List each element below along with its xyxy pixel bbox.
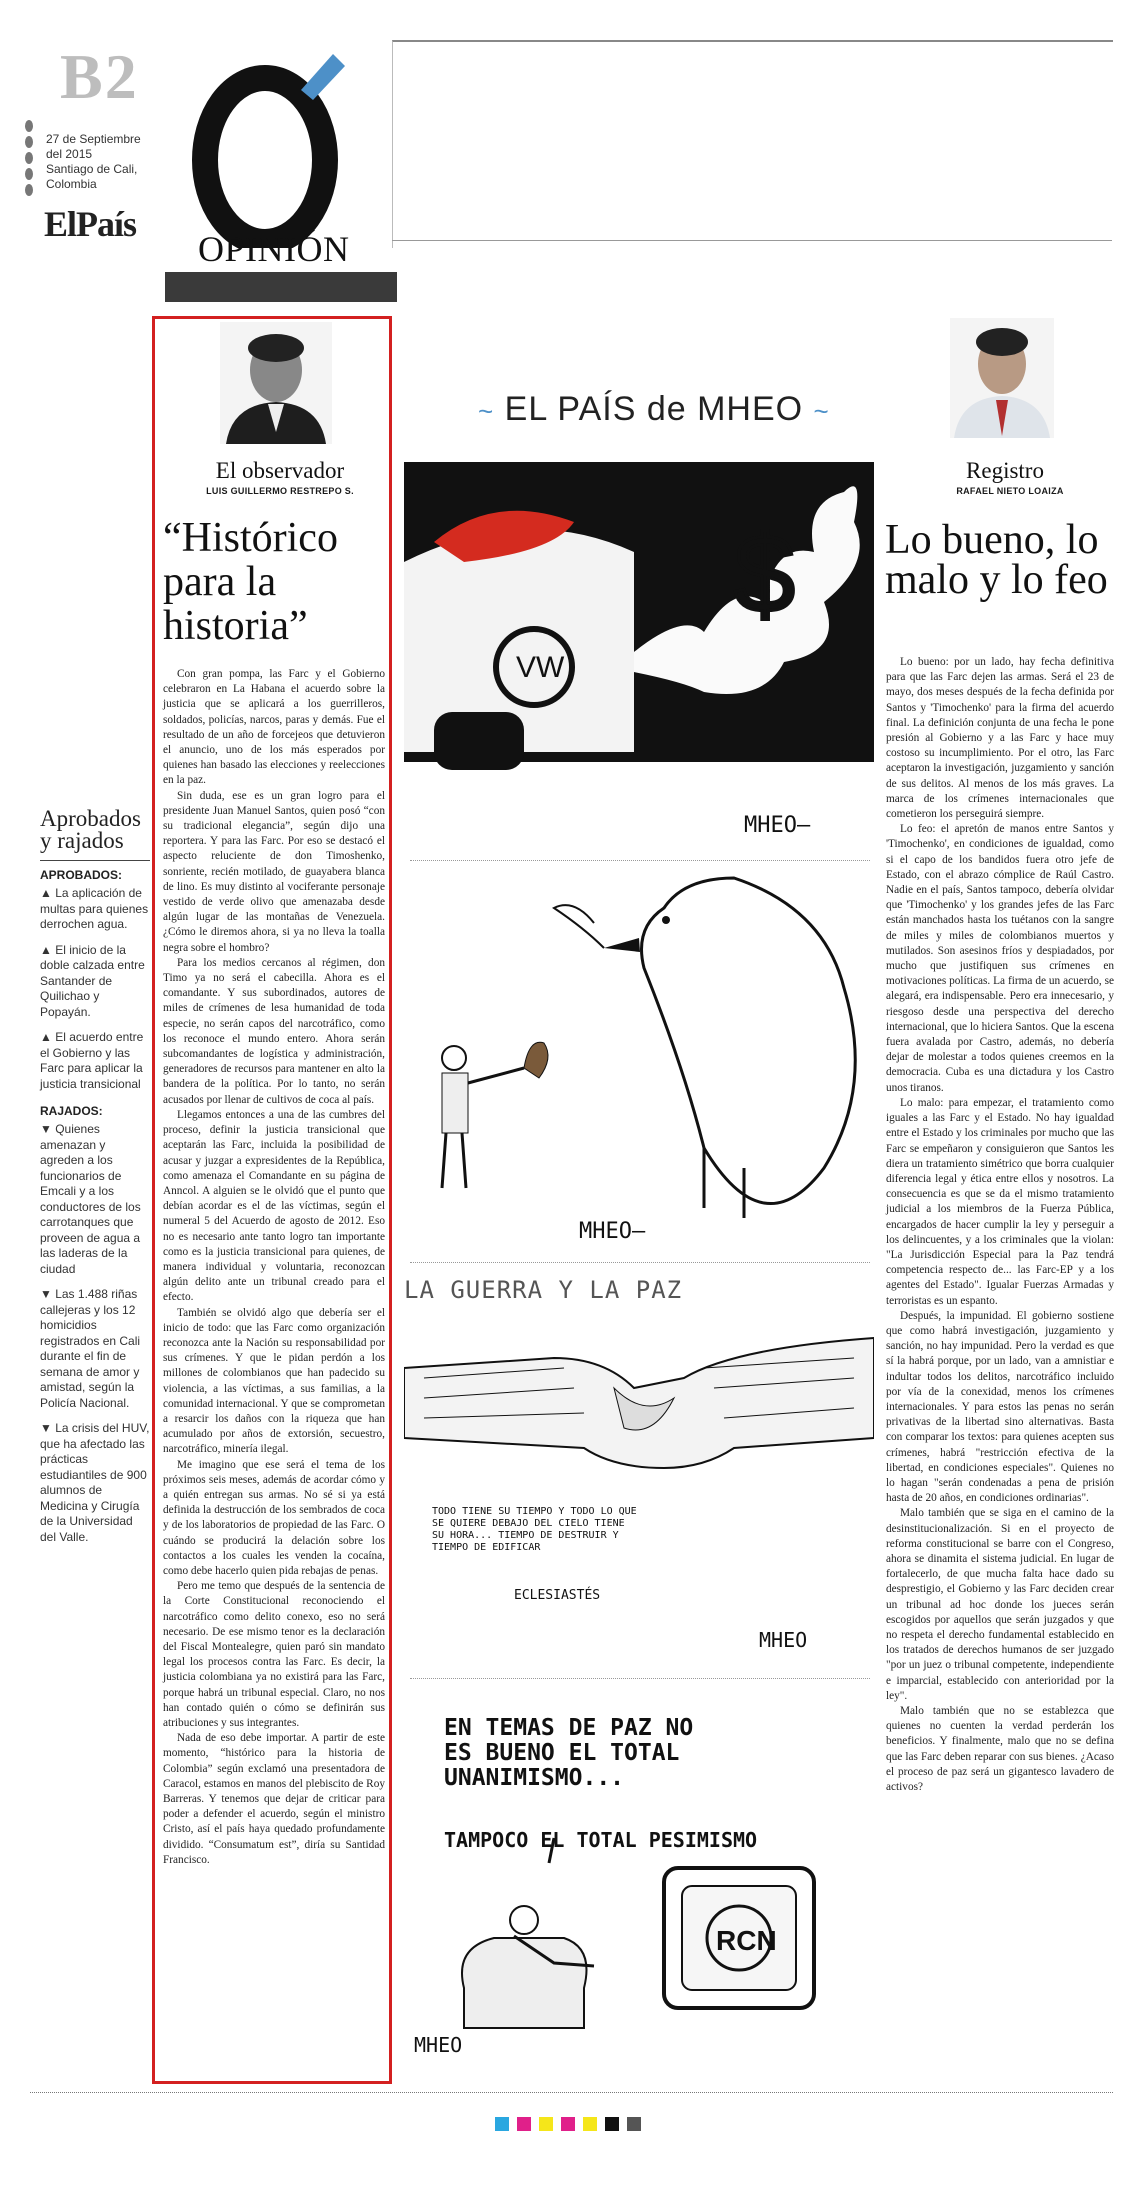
article-paragraph: Nada de eso debe importar. A partir de este momento, “histórico para la historia de Colombia” según exclamó una presentadora de Caracol, estamos en manos del plebiscito de Roy Barreras. Y tenemos que dejar de criticar para poder a defender el acuerdo, según el ministro Cristo, así el país haya quedado profundamente dividido. “Consumatum est”, diría su Santidad Francisco.	[163, 1732, 385, 1866]
cartoon-tv	[404, 1688, 874, 2068]
failed-item: ▼ La crisis del HUV, que ha afectado las prácticas estudiantiles de 900 alumnos de Medicina y Cirugía de la Universidad del Valle.	[40, 1421, 150, 1544]
failed-item: ▼ Las 1.488 riñas callejeras y los 12 homicidios registrados en Cali durante el fin de semana de amor y amistad, según la Policía Nacional.	[40, 1287, 141, 1410]
article-paragraph: Lo malo: para empezar, el tratamiento como iguales a las Farc y el Estado. No hay igualdad entre el Estado y los criminales por mucho que las Farc se empeñaron y consiguieron que Santos les diera un tratamiento simétrico que borra cualquier diferencia legal y ética entre ellos y nosotros. La consecuencia es que se da el mismo tratamiento judicial a los miembros de la Fuerza Pública, encargados de hacer cumplir la ley y perseguir a los delincuentes, y a los criminales que la violan: "La Jurisdicción Especial para la Paz tendrá competencia respecto de... las Farc-EP y a los agentes del Estado". Igualar Fuerzas Armadas y terroristas es un espanto.	[886, 1096, 1114, 1307]
author-photo	[220, 322, 332, 444]
page-number: B2	[60, 41, 139, 112]
failed-heading: RAJADOS:	[40, 1104, 103, 1118]
color-swatch	[561, 2117, 575, 2131]
article-paragraph: Sin duda, ese es un gran logro para el presidente Juan Manuel Santos, quien posó “con su tradicional elegancia”, según dijo una reportera. Y para las Farc. Por eso se destacó el aspecto reluciente de don Timoshenko, sonriente, recién motilado, de guayabera blanca de lino. Es muy distinto al vociferante personaje vestido de verde olivo que amenazaba desde algún lugar de las montañas de Venezuela. ¿Cómo le diremos ahora, si ya no lleva la toalla negra sobre el hombro?	[163, 789, 385, 954]
article-paragraph: Llegamos entonces a una de las cumbres del proceso, definir la justicia transicional que aceptarán las Farc, incluida la posibilidad de acusar y juzgar a expresidentes de la República, como amenaza el Comandante en su página de Anncol. A alguien se le olvidó que el punto que debían acordar es el de las víctimas, según el numeral 5 del Acuerdo de agosto de 2012. Eso no es necesario ante tanto logro tan importante como es la justicia transicional para quienes, de manera individual y voluntaria, reconozcan algún delito ante un tribunal creado para el efecto.	[163, 1108, 385, 1304]
section-title: OPINIÓN	[198, 229, 350, 269]
wave-icon: ~	[813, 396, 830, 426]
article-paragraph: También se olvidó algo que debería ser el inicio de todo: que las Farc como organización reconozca ante la Nación su responsabilidad por sus crímenes. Y que le pidan perdón a los millones de colombianos que han padecido su violencia, a las víctimas, a sus familias, a la comunidad internacional. Y que se comprometan a resarcir los daños con la riqueza que han acumulado por años de extorsión, secuestro, narcotráfico, minería ilegal.	[163, 1306, 385, 1456]
sidebar-rule	[40, 860, 150, 861]
cartoon-caption: TAMPOCO EL TOTAL PESIMISMO	[444, 1828, 758, 1852]
wave-icon: ~	[478, 396, 495, 426]
article-body	[886, 655, 1114, 1795]
article-paragraph: Me imagino que ese será el tema de los próximos seis meses, además de acordar cómo y a quién entregan sus armas. No sé si ya está definida la destrucción de los sembrados de coca y de los laboratorios de propiedad de las Farc. O cuándo se producirá la delación sobre los contactos a los cuales les venden la cocaína, como debe hacerlo quien pida rebajas de penas.	[163, 1458, 385, 1577]
cartoon-signature: MHEO	[414, 2033, 463, 2057]
opinion-logo	[183, 48, 363, 248]
article-paragraph: Malo también que no se establezca que quienes no cuenten la verdad perderán los beneficios. Y finalmente, malo que no se defina que las Farc deben reparar con sus bienes. ¿Acaso el proceso de paz será un gigantesco lavadero de activos?	[886, 1705, 1114, 1794]
publication-date	[46, 132, 141, 192]
header-frame	[392, 40, 1113, 248]
cartoon-handshake	[404, 1268, 874, 1668]
article-paragraph: Lo feo: el apretón de manos entre Santos y 'Timochenko', en condiciones de igualdad, como si el capo de los bandidos fuera otro jefe de Estado, con el abrazo cómplice de Raúl Castro. Nadie en el país, Santos tampoco, debería olvidar que 'Timochenko' y los grandes jefes de las Farc están manchados hasta los tuétanos con la sangre de miles y miles de colombianos muertos y mutilados. Son asesinos fríos y despiadados, por mucho que justifiquen sus crímenes en motivaciones políticas. La firma de un acuerdo, se alegará, era indispensable. Pero era innecesario, y riesgoso desde una perspectiva del derecho internacional, que lo hiciera Santos. Que la escena fuera avalada por Castro, además, no debería dejar de molestar a todos quienes creemos en la democracia. Cuba es una dictadura y los Castro unos tiranos.	[886, 823, 1114, 1094]
cartoon-dove	[404, 868, 874, 1258]
cartoon-quote-source: ECLESIASTÉS	[514, 1588, 601, 1603]
date-line: del 2015	[46, 147, 93, 161]
color-swatch	[517, 2117, 531, 2131]
article-paragraph: Lo bueno: por un lado, hay fecha definitiva para que las Farc dejen las armas. Será el 23 de mayo, dos meses después de la fecha definida por Santos y 'Timochenko' para la firma del acuerdo final. La definición conjunta de una fecha le pone presión al Gobierno y a las Farc y hace muy costoso su incumplimiento. Por el otro, las Farc aceptaron la investigación, juzgamiento y sanción de sus delitos. Al menos de los más graves. La marca de los crímenes internacionales que cometieron los perseguirá siempre.	[886, 656, 1114, 821]
approved-item: ▲ El acuerdo entre el Gobierno y las Farc para aplicar la justicia transicional	[40, 1030, 144, 1091]
svg-text:RCN: RCN	[716, 1925, 777, 1956]
date-line: 27 de Septiembre	[46, 132, 141, 146]
article-paragraph: Pero me temo que después de la sentencia de la Corte Constitucional reconociendo el narcotráfico como delito conexo, eso no será necesario. De ese mismo tenor es la declaración del Fiscal Montealegre, quien paró sin mandato legal los procesos contra las Farc. Es decir, la justicia colombiana ya no existirá para las Farc, porque habrá un tribunal especial. Claro, no nos han contado quién o cómo se definirán sus atribuciones y sus integrantes.	[163, 1580, 385, 1730]
article-paragraph: Malo también que se siga en el camino de la desinstitucionalización. Si en el proyecto de reforma constitucional se barre con el Congreso, ahora se dinamita el sistema judicial. En lugar de fortalecerlo, de que mucha falta hace dado su desprestigio, el Gobierno y las Farc deciden crear un tribunal ad hoc donde los jueces serán escogidos por aquellos que serán juzgados y que no respeta el derecho fundamental establecido en los tratados de derechos humanos de ser juzgado "por un juez o tribunal competente, independiente e imparcial, establecido con anterioridad por la ley".	[886, 1507, 1114, 1702]
color-swatch	[495, 2117, 509, 2131]
article-headline: Lo bueno, lo malo y lo feo	[885, 517, 1108, 603]
cartoon-car-exhaust	[404, 462, 874, 852]
cartoon-quote: TODO TIENE SU TIEMPO Y TODO LO QUE SE QUIERE DEBAJO DEL CIELO TIENE SU HORA... TIEMPO DE DESTRUIR Y TIEMPO DE EDIFICAR	[432, 1506, 637, 1553]
footer-rule	[30, 2092, 1113, 2093]
cartoon-section-title	[478, 390, 830, 429]
failed-item: ▼ Quienes amenazan y agreden a los funcionarios de Emcali y a los conductores de los carrotanques que proveen de agua a las laderas de la ciudad	[40, 1122, 141, 1276]
cartoon-separator	[410, 860, 870, 861]
column-name: El observador	[215, 458, 345, 483]
column-name: Registro	[966, 458, 1044, 483]
date-line: Colombia	[46, 177, 97, 191]
cartoon-heading: LA GUERRA Y LA PAZ	[404, 1276, 683, 1304]
cartoon-separator	[410, 1262, 870, 1263]
cartoon-signature: MHEO	[759, 1628, 808, 1652]
approved-heading: APROBADOS:	[40, 868, 123, 882]
article-paragraph: Con gran pompa, las Farc y el Gobierno celebraron en La Habana el acuerdo sobre la justicia que se aplicará a los guerrilleros, soldados, policías, narcos, paras y demás. Fue el resultado de un año de forcejeos que detuvieron el anuncio, uno de los más esperados por quienes han basado las elecciones y reelecciones en la paz.	[163, 668, 385, 787]
approved-item: ▲ El inicio de la doble calzada entre Santander de Quilichao y Popayán.	[40, 942, 145, 1019]
svg-text:MHEO—: MHEO—	[579, 1219, 646, 1244]
laurel-icon	[22, 120, 36, 210]
article-paragraph: Para los medios cercanos al régimen, don Timo ya no será el cabecilla. Ahora es el comandante. Y sus subordinados, autores de miles de crímenes de lesa humanidad de toda especie, no serán capos del narcotráfico, como los reconoce el mundo entero. Ahora serán subcomandantes de logística y administración, generadores de recursos para mantener en alto la bandera de la política. Por lo tanto, no serán acusados por llenar de cultivos de coca al país.	[163, 956, 385, 1106]
author-name: RAFAEL NIETO LOAIZA	[956, 486, 1064, 496]
article-body	[163, 667, 385, 1868]
color-swatch	[583, 2117, 597, 2131]
sidebar-list	[40, 868, 150, 1545]
date-line: Santiago de Cali,	[46, 162, 138, 176]
header-divider	[392, 240, 1112, 241]
author-photo	[950, 318, 1054, 438]
cartoon-section-label: EL PAÍS de MHEO	[504, 390, 804, 428]
article-paragraph: Después, la impunidad. El gobierno sostiene que como habrá investigación, juzgamiento y sanción, no hay impunidad. Pero la verdad es que sí la habrá porque, por un lado, van a amnistiar e indultar todos los delitos, narcotráfico incluido por vía de la conexidad, menos los crímenes internacionales. Y para estos las penas no serán privativas de la libertad sino alternativas. Basta con comparar los textos: para quienes acepten sus crímenes, habrá "restricción efectiva de la libertad, en condiciones especiales". Quienes no lo hagan "serán condenadas a pena de prisión hasta de 20 años, en condiciones ordinarias".	[886, 1309, 1114, 1505]
approved-item: ▲ La aplicación de multas para quienes derrochen agua.	[40, 886, 149, 931]
newspaper-logo: ElPaís	[44, 204, 137, 244]
cartoon-separator	[410, 1678, 870, 1679]
cartoon-caption: EN TEMAS DE PAZ NO ES BUENO EL TOTAL UNANIMISMO...	[444, 1715, 694, 1791]
color-swatch	[539, 2117, 553, 2131]
print-registration-marks	[495, 2117, 649, 2131]
sidebar-title: Aprobados y rajados	[40, 806, 141, 853]
svg-text:VW: VW	[516, 651, 565, 684]
section-bar	[165, 272, 397, 302]
svg-text:$: $	[734, 513, 796, 636]
author-name: LUIS GUILLERMO RESTREPO S.	[206, 486, 354, 496]
color-swatch	[605, 2117, 619, 2131]
article-headline: “Histórico para la historia”	[163, 515, 338, 649]
color-swatch	[627, 2117, 641, 2131]
cartoon-signature: MHEO—	[744, 813, 811, 838]
